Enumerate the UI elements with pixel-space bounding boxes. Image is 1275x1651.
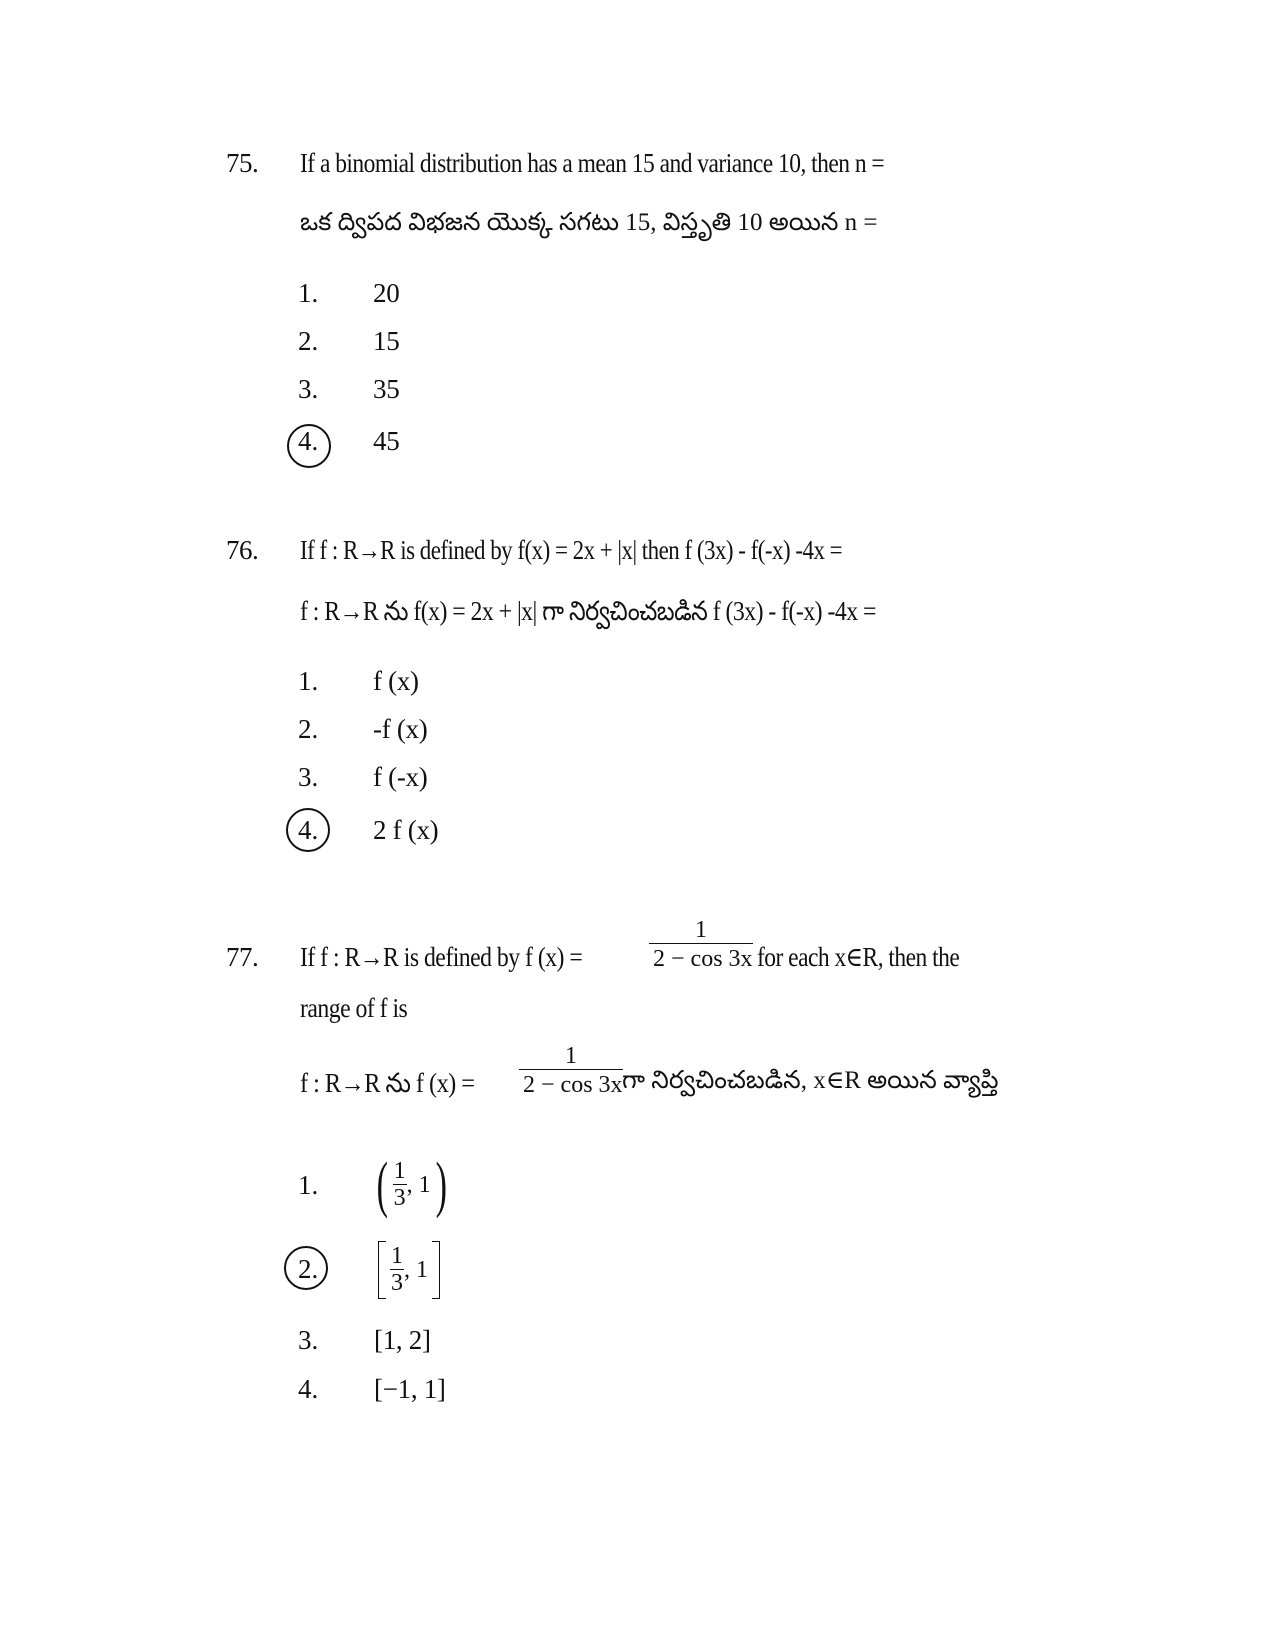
fraction-denominator: 3	[393, 1185, 406, 1211]
question-text-english-end: for each x∈R, then the	[757, 942, 960, 972]
question-text-telugu: ఒక ద్విపద విభజన యొక్క సగటు 15, విస్తృతి 10 అయిన n =	[300, 209, 878, 236]
option-value[interactable]: [−1, 1]	[374, 1374, 446, 1404]
option-number[interactable]: 3.	[298, 374, 319, 404]
option-number[interactable]: 1.	[298, 666, 319, 696]
fraction-expression	[518, 1043, 624, 1099]
option-value[interactable]	[378, 1241, 440, 1299]
fraction-numerator: 1	[393, 1157, 406, 1184]
option-number[interactable]: 4.	[298, 426, 319, 456]
option-value[interactable]: 35	[373, 374, 400, 404]
interval-rest: , 1	[404, 1257, 428, 1283]
option-value[interactable]: [1, 2]	[374, 1325, 431, 1355]
fraction-numerator: 1	[695, 917, 707, 943]
option-value[interactable]: -f (x)	[373, 714, 428, 744]
question-text-english-line2: range of f is	[300, 993, 408, 1023]
question-number: 76.	[226, 535, 259, 565]
fraction-denominator: 2 − cos 3x	[649, 943, 753, 972]
option-value[interactable]: 15	[373, 326, 400, 356]
open-bracket	[378, 1241, 386, 1299]
question-text-english: If a binomial distribution has a mean 15 and variance 10, then n =	[300, 148, 885, 178]
option-number[interactable]: 1.	[298, 278, 319, 308]
option-number[interactable]: 3.	[298, 762, 319, 792]
option-number[interactable]: 1.	[298, 1170, 319, 1200]
option-number[interactable]: 2.	[298, 714, 319, 744]
option-number[interactable]: 3.	[298, 1325, 319, 1355]
option-number[interactable]: 4.	[298, 1374, 319, 1404]
option-value[interactable]: 45	[373, 426, 400, 456]
option-number[interactable]: 2.	[298, 326, 319, 356]
question-number: 77.	[226, 942, 259, 972]
question-text-telugu-start: f : R→R ను f (x) =	[300, 1068, 475, 1098]
question-text-english-start: If f : R→R is defined by f (x) =	[300, 942, 583, 972]
interval-rest: , 1	[406, 1172, 431, 1198]
fraction-numerator: 1	[391, 1242, 403, 1269]
open-paren: (	[376, 1151, 389, 1219]
close-paren: )	[435, 1151, 447, 1219]
option-value[interactable]: f (-x)	[373, 762, 428, 792]
question-text-english: If f : R→R is defined by f(x) = 2x + |x| then f (3x) - f(-x) -4x =	[300, 535, 843, 565]
option-number[interactable]: 4.	[298, 815, 319, 845]
option-value[interactable]: f (x)	[373, 666, 419, 696]
fraction-denominator: 3	[391, 1270, 403, 1296]
option-value[interactable]: 20	[373, 278, 400, 308]
option-number[interactable]: 2.	[298, 1254, 319, 1284]
question-text-telugu-end: గా నిర్వచించబడిన, x∈R అయిన వ్యాప్తి	[622, 1067, 999, 1094]
close-bracket	[432, 1241, 440, 1299]
fraction-numerator: 1	[565, 1043, 577, 1069]
option-value[interactable]	[372, 1151, 451, 1219]
question-number: 75.	[226, 148, 259, 178]
question-text-telugu: f : R→R ను f(x) = 2x + |x| గా నిర్వచించబడిన f (3x) - f(-x) -4x =	[300, 596, 876, 626]
option-value[interactable]: 2 f (x)	[373, 815, 439, 845]
fraction-denominator: 2 − cos 3x	[519, 1069, 623, 1098]
fraction-expression	[648, 917, 754, 973]
